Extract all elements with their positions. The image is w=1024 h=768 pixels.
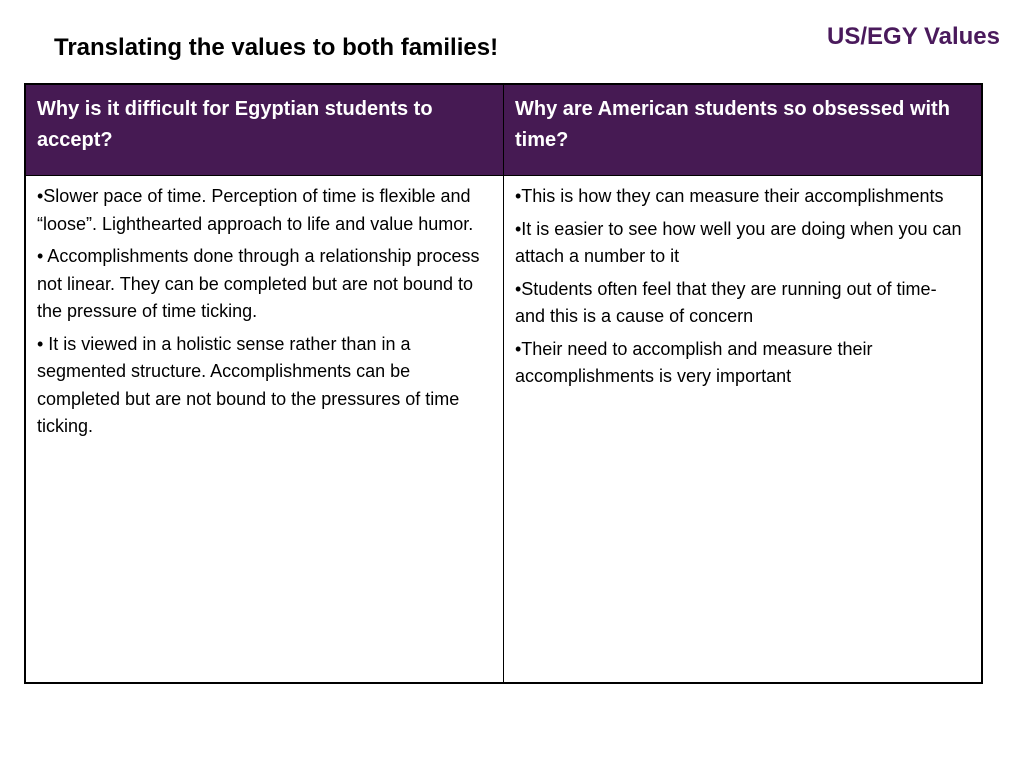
bullet-item: •Their need to accomplish and measure their accomplishments is very important — [515, 338, 873, 386]
bullet-item: •It is easier to see how well you are doing when you can attach a number to it — [515, 218, 962, 266]
bullet-item: •Students often feel that they are running out of time- and this is a cause of concern — [515, 278, 937, 326]
bullet-item: • Accomplishments done through a relationship process not linear. They can be completed but are not bound to the pressure of time ticking. — [37, 246, 480, 321]
bullet-item: • It is viewed in a holistic sense rather than in a segmented structure. Accomplishments can be completed but are not bound to the pressures of time ticking. — [37, 333, 460, 436]
slide-heading: Translating the values to both families! — [54, 34, 499, 61]
column-header-egyptian: Why is it difficult for Egyptian students to accept? — [26, 85, 504, 175]
values-table — [24, 83, 983, 684]
egyptian-reasons-cell — [26, 175, 504, 682]
bullet-item: •This is how they can measure their accomplishments — [515, 186, 944, 206]
american-reasons-cell — [504, 175, 981, 682]
corner-title: US/EGY Values — [827, 23, 1000, 50]
bullet-item: •Slower pace of time. Perception of time is flexible and “loose”. Lighthearted approach to life and value humor. — [37, 186, 474, 234]
column-header-american: Why are American students so obsessed with time? — [504, 85, 981, 175]
